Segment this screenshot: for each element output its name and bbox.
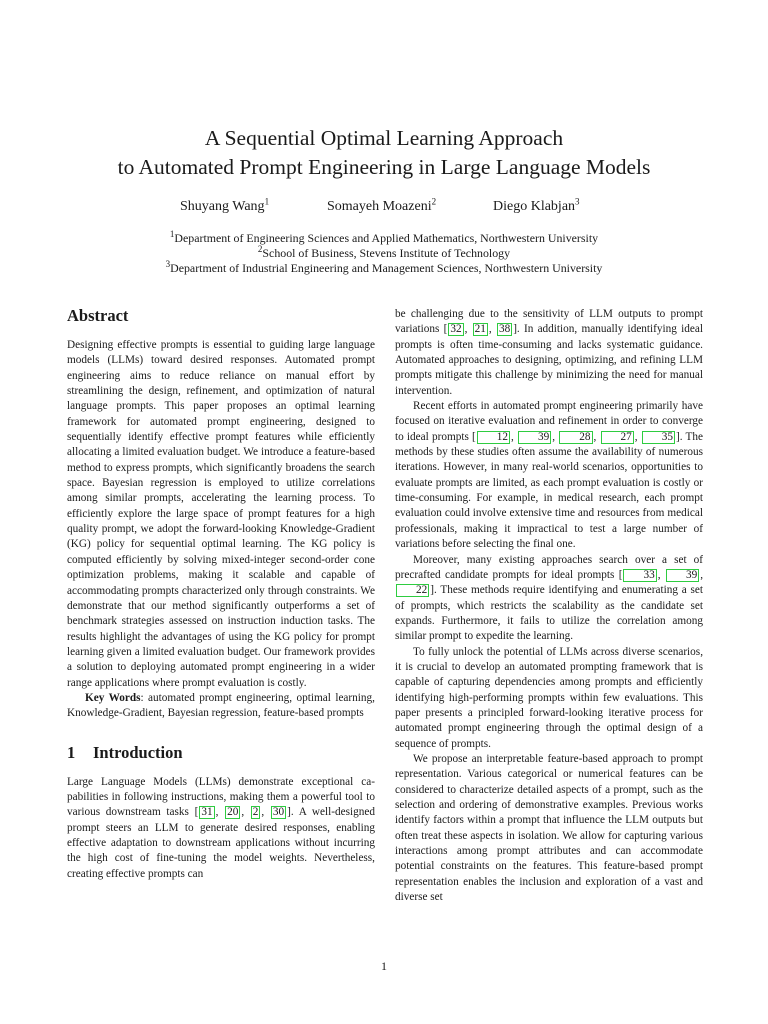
title-line-2: to Automated Prompt Engineering in Large Language Models: [117, 155, 651, 179]
citation-link[interactable]: 21: [474, 323, 486, 336]
text-run: ,: [261, 806, 270, 819]
keywords-label: Key Words: [85, 691, 141, 704]
text-run: ]. A well-designed prompt steers an LLM to generate desired responses, enabling effective adaptation to downstream applications without incurring the high cost of fine-tuning the model weights. Nevertheless, creating effective prompts can: [67, 806, 376, 880]
text-run: ,: [488, 323, 496, 336]
author-list: [0, 196, 768, 221]
author-sup: 3: [575, 196, 580, 207]
author-2: [327, 196, 437, 215]
text-run: Large Language Models (LLMs) demonstrate exceptional capabilities in following instructions, making them a powerful tool to various downstream tasks [: [67, 775, 375, 819]
affiliation-sup: 1: [169, 229, 175, 240]
citation-link[interactable]: 31: [201, 806, 213, 819]
citation-link[interactable]: 20: [227, 806, 239, 819]
text-run: ,: [634, 430, 641, 443]
text-run: ,: [700, 568, 703, 581]
affiliation-sup: 3: [165, 259, 171, 270]
citation-link[interactable]: 39: [518, 431, 551, 444]
right-paragraph-3: [395, 553, 703, 645]
affiliation-list: [0, 231, 768, 277]
intro-paragraph-1: [67, 775, 375, 882]
keywords-text: : automated prompt engineering, optimal learning, Knowledge-Gradient, Bayesian regression, feature-based prompts: [67, 691, 375, 720]
affiliation-text: Department of Engineering Sciences and Applied Mathematics, Northwestern University: [174, 231, 599, 245]
affiliation-text: School of Business, Stevens Institute of Technology: [262, 246, 511, 261]
author-name: Somayeh Moazeni: [327, 199, 432, 214]
text-run: ,: [464, 323, 472, 336]
citation-link[interactable]: 27: [601, 431, 634, 444]
page-number: 1: [381, 959, 387, 973]
text-run: ,: [511, 430, 518, 443]
text-run: Recent efforts in automated prompt engineering primarily have focused on iterative evaluation and refinement in order to converge to ideal prompts [: [395, 400, 703, 443]
affiliation-text: Department of Industrial Engineering and Management Sciences, Northwestern University: [170, 261, 603, 276]
right-paragraph-4: To fully unlock the potential of LLMs across diverse scenarios, it is crucial to develop an automated prompting framework that is capable of capturing dependencies among prompts and efficiently identifying high-performing prompts within few evaluations. This paper presents a principled forward-looking iterative process for automated prompt engineering through the optimal design of a sequence of prompts.: [395, 645, 703, 750]
right-paragraph-5: We propose an interpretable feature-based approach to prompt representation. Various categorical or numerical features can be considered to characterize detailed aspects of a prompt, such as the selection and ordering of demonstrative examples. Previous works identify factors within a prompt that influence the LLM outputs but often treat these aspects in isolation. We allow for capturing various interactions among prompt attributes and can accommodate potential constraints on the features. This feature-based prompt representation enables the inclusion and exploration of a vast and diverse set: [395, 752, 703, 904]
citation-link[interactable]: 33: [623, 569, 656, 582]
left-column: [67, 305, 375, 882]
author-sup: 2: [431, 196, 437, 207]
abstract-text: Designing effective prompts is essential to guiding large language models (LLMs) toward desired responses. Automated prompt engineering aims to reduce reliance on manual effort by streamlining the design, refinement, and optimization of natural language prompts. This paper proposes an optimal learning framework for automated prompt engineering, designed to sequentially identify effective prompt features while efficiently allocating a limited evaluation budget. We introduce a feature-based method to express prompts, which significantly broadens the search space. Bayesian regression is employed to utilize correlations among similar prompts, accelerating the learning process. To efficiently explore the large space of prompt features for a high quality prompt, we adopt the forward-looking Knowledge-Gradient (KG) policy for sequential optimal learning. The KG policy is computed efficiently by solving mixed-integer second-order cone optimization problems, making it scalable and capable of accommodating prompts characterized only through constraints. We demonstrate that our method significantly outperforms a set of benchmark strategies assessed on instruction induction tasks. The results highlight the advantages of using the KG policy for prompt learning given a limited evaluation budget. Our framework provides a solution to deploying automated prompt engineering in a wider range applications where prompt evaluation is costly.: [67, 339, 375, 689]
text-run: Moreover, many existing approaches search over a set of precrafted candidate prompts for ideal prompts [: [395, 553, 703, 581]
section-number: 1: [67, 742, 76, 762]
right-column: [395, 307, 703, 905]
affiliation-sup: 2: [257, 244, 263, 255]
affiliation-2: [0, 246, 768, 261]
text-run: ,: [552, 430, 559, 443]
text-run: ,: [593, 430, 600, 443]
text-run: ,: [241, 806, 250, 819]
citation-link[interactable]: 22: [396, 584, 429, 597]
citation-link[interactable]: 32: [450, 323, 462, 336]
citation-link[interactable]: 2: [252, 806, 259, 819]
text-run: ,: [657, 568, 665, 581]
text-run: ,: [215, 806, 225, 819]
text-run: ]. These methods require identifying and enumerating a set of prompts, which restricts the scalability as the candidate set expands. Furthermore, it fails to utilize the correlation among similar prompt to expedite the learning.: [395, 584, 703, 643]
text-run: ]. The methods by these studies often assume the availability of numerous iterations. However, in many real-world scenarios, opportunities to evaluate prompts are limited, as each prompt evaluation is costly or time-consuming. For example, in medical research, each prompt evaluation could involve extensive time and resources from medical professionals, making it impractical to test a large number of variations before selecting the final one.: [395, 430, 704, 551]
keywords: [67, 691, 375, 722]
citation-link[interactable]: 38: [498, 323, 511, 336]
right-paragraph-2: [395, 399, 703, 552]
title-line-1: A Sequential Optimal Learning Approach: [204, 126, 564, 150]
citation-link[interactable]: 12: [477, 431, 510, 444]
intro-heading: [67, 742, 375, 764]
text-run: ]. In addition, manually identifying ideal prompts is often time-consuming and lacks systematic guidance. Automated approaches to designing, optimizing, and refining LLM prompts mitigate this challenge by minimizing the need for manual intervention.: [395, 323, 704, 397]
author-sup: 1: [264, 196, 270, 207]
section-title: Introduction: [93, 742, 183, 762]
citation-link[interactable]: 28: [559, 431, 592, 444]
author-name: Diego Klabjan: [493, 199, 576, 214]
citation-link[interactable]: 30: [272, 806, 285, 819]
author-3: [493, 196, 580, 215]
text-run: be challenging due to the sensitivity of LLM outputs to prompt variations [: [395, 308, 703, 336]
right-paragraph-1: [395, 307, 703, 399]
affiliation-1: [0, 231, 768, 246]
affiliation-3: [0, 261, 768, 276]
citation-link[interactable]: 35: [642, 431, 675, 444]
author-name: Shuyang Wang: [180, 199, 265, 214]
citation-link[interactable]: 39: [666, 569, 699, 582]
author-1: [180, 196, 270, 215]
abstract-heading: Abstract: [67, 306, 129, 325]
paper-title: [40, 124, 728, 182]
